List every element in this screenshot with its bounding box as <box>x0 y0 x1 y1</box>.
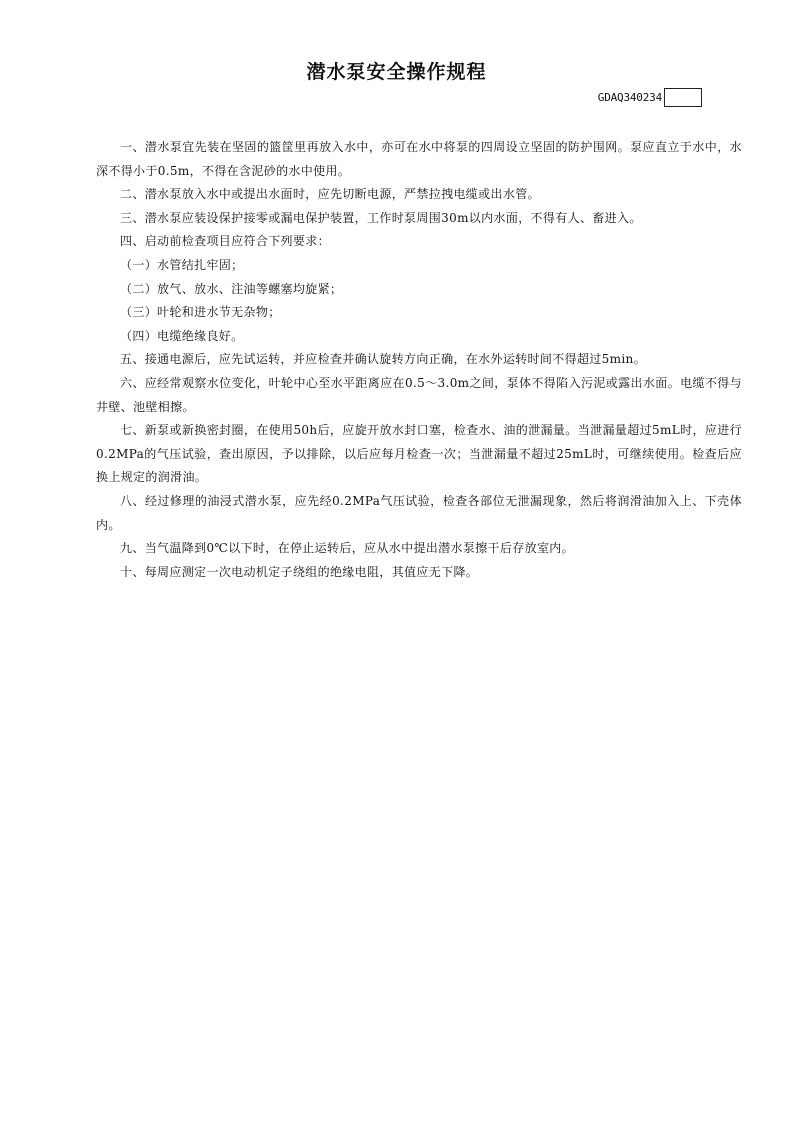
paragraph-7: 七、新泵或新换密封圈，在使用50h后，应旋开放水封口塞，检查水、油的泄漏量。当泄漏量超过5mL时，应进行0.2MPa的气压试验，查出原因，予以排除，以后应每月检查一次；当泄漏量不超过25mL时，可继续使用。检查后应换上规定的润滑油。 <box>96 423 742 485</box>
document-code-box <box>664 88 702 107</box>
paragraph-4-item-1: （一）水管结扎牢固； <box>120 257 244 272</box>
document-body <box>96 136 742 584</box>
paragraph-6: 六、应经常观察水位变化，叶轮中心至水平距离应在0.5～3.0m之间，泵体不得陷入污泥或露出水面。电缆不得与井壁、池壁相擦。 <box>96 375 742 414</box>
paragraph-5: 五、接通电源后，应先试运转，并应检查并确认旋转方向正确，在水外运转时间不得超过5min。 <box>120 352 646 367</box>
paragraph-4: 四、启动前检查项目应符合下列要求： <box>120 234 330 249</box>
paragraph-4-item-4: （四）电缆绝缘良好。 <box>120 328 244 343</box>
paragraph-10: 十、每周应测定一次电动机定子绕组的绝缘电阻，其值应无下降。 <box>120 564 479 579</box>
paragraph-1: 一、潜水泵宜先装在坚固的篮筐里再放入水中，亦可在水中将泵的四周设立坚固的防护围网。泵应直立于水中，水深不得小于0.5m，不得在含泥砂的水中使用。 <box>96 140 742 178</box>
paragraph-4-item-3: （三）叶轮和进水节无杂物； <box>120 305 281 320</box>
document-title: 潜水泵安全操作规程 <box>306 61 487 83</box>
paragraph-4-item-2: （二）放气、放水、注油等螺塞均旋紧； <box>120 281 343 296</box>
document-code-row <box>598 88 702 107</box>
paragraph-2: 二、潜水泵放入水中或提出水面时，应先切断电源，严禁拉拽电缆或出水管。 <box>120 187 540 202</box>
paragraph-3: 三、潜水泵应装设保护接零或漏电保护装置，工作时泵周围30m以内水面，不得有人、畜进入。 <box>120 210 642 225</box>
document-code: GDAQ340234 <box>597 91 662 104</box>
paragraph-9: 九、当气温降到0℃以下时，在停止运转后，应从水中提出潜水泵擦干后存放室内。 <box>120 541 575 556</box>
paragraph-8: 八、经过修理的油浸式潜水泵，应先经0.2MPa气压试验，检查各部位无泄漏现象，然后将润滑油加入上、下壳体内。 <box>96 493 742 532</box>
